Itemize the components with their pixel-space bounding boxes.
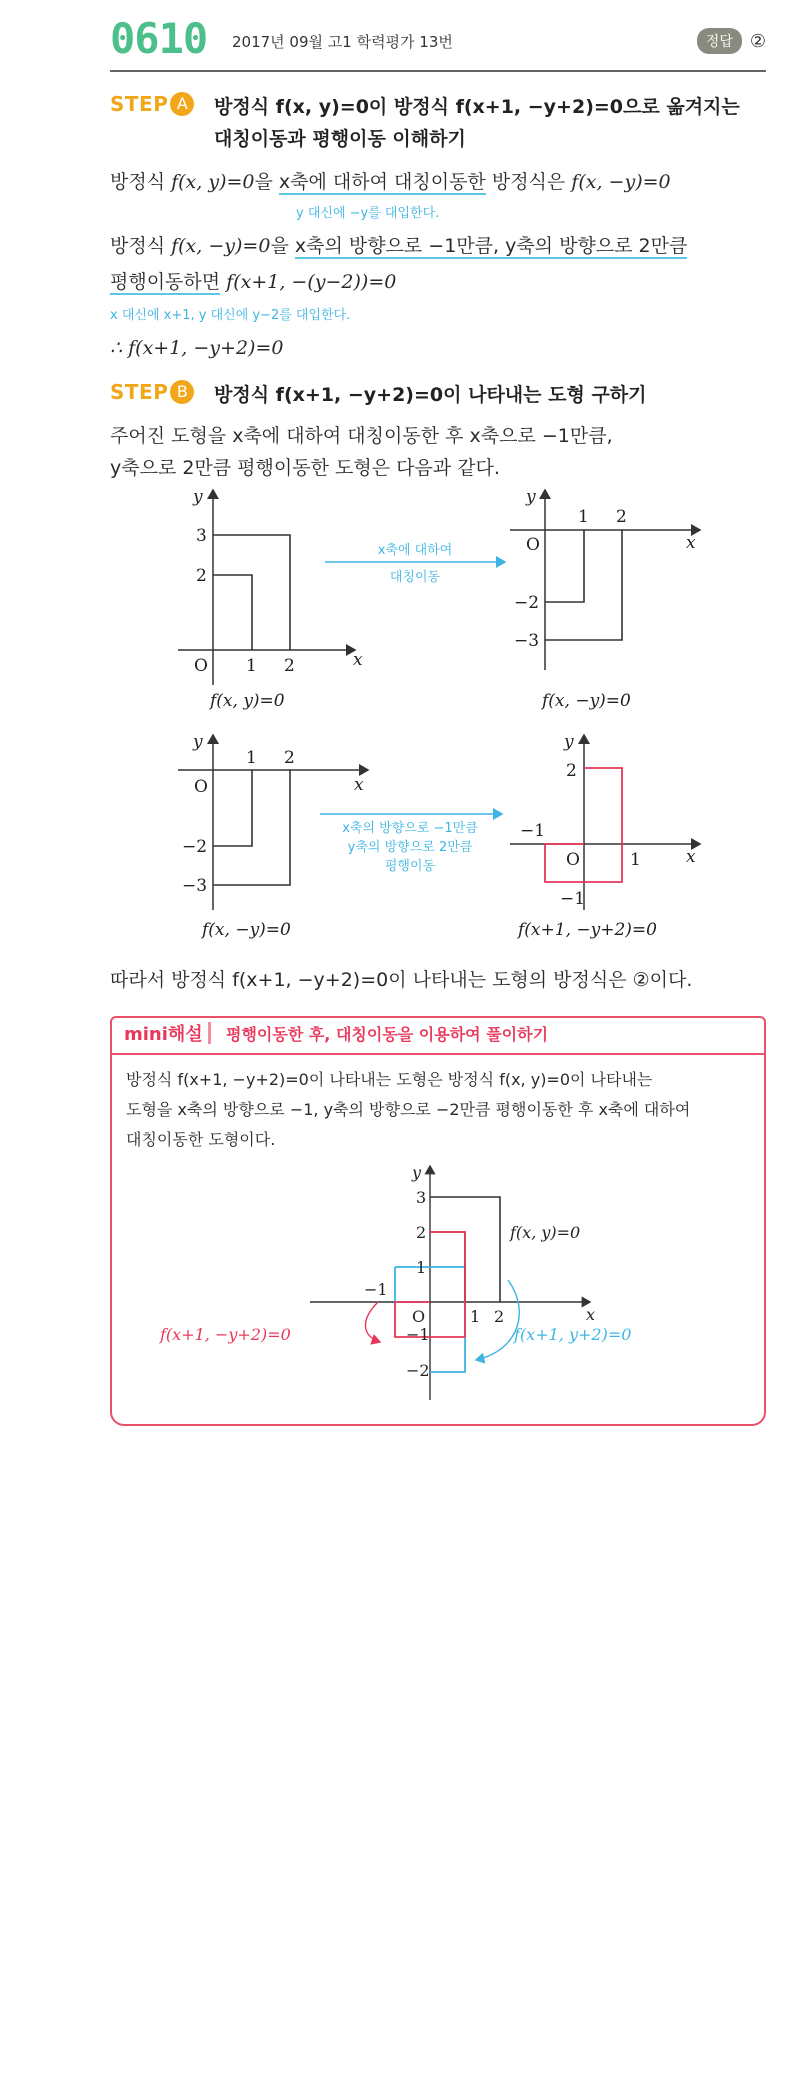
svg-text:x: x [686,847,696,867]
svg-text:O: O [194,777,208,797]
step-b-para2: y축으로 2만큼 평행이동한 도형은 다음과 같다. [110,457,500,479]
svg-text:−2: −2 [182,837,208,857]
svg-text:1: 1 [470,1307,481,1326]
underline-reflect-x: x축에 대하여 대칭이동한 [278,171,486,193]
answer-badge: 정답 [697,28,742,54]
step-b-title: 방정식 f(x+1, −y+2)=0이 나타내는 도형 구하기 [214,384,647,406]
mini-label: mini해설 [124,1024,203,1045]
caption-1: f(x, y)=0 [210,691,285,711]
step-a-title-line1: 방정식 f(x, y)=0이 방정식 f(x+1, −y+2)=0으로 옮겨지는 [214,96,740,118]
svg-text:1: 1 [578,507,589,527]
step-a-line1: 방정식 f(x, y)=0을 x축에 대하여 대칭이동한 방정식은 f(x, −y)=0 [110,171,671,193]
svg-text:2: 2 [566,761,577,781]
mini-title: 평행이동한 후, 대칭이동을 이용하여 풀이하기 [226,1025,549,1044]
transformation-graphs [0,480,800,950]
graph-original [178,487,363,685]
step-a-result: ∴ f(x+1, −y+2)=0 [110,337,284,359]
svg-text:O: O [566,850,580,870]
answer-area [697,28,766,54]
svg-text:x: x [686,533,696,553]
svg-text:x: x [586,1305,596,1324]
step-a-title-line2: 대칭이동과 평행이동 이해하기 [214,128,466,150]
svg-text:−1: −1 [364,1280,388,1299]
answer-value: ② [749,30,766,52]
svg-text:1: 1 [416,1258,427,1277]
svg-text:1: 1 [246,748,257,768]
step-b-para1: 주어진 도형을 x축에 대하여 대칭이동한 후 x축으로 −1만큼, [110,425,613,447]
mini-divider [110,1053,766,1055]
tick-1: 1 [246,656,257,676]
svg-text:y: y [564,732,574,752]
mini-line3: 대칭이동한 도형이다. [126,1130,276,1149]
mini-line1: 방정식 f(x+1, −y+2)=0이 나타내는 도형은 방정식 f(x, y)=0이 나타내는 [126,1070,653,1089]
label-blue: f(x+1, y+2)=0 [514,1325,632,1344]
conclusion: 따라서 방정식 f(x+1, −y+2)=0이 나타내는 도형의 방정식은 ②이다. [110,969,693,991]
caption-4: f(x+1, −y+2)=0 [518,920,657,940]
svg-text:−2: −2 [514,593,540,613]
svg-text:1: 1 [630,850,641,870]
problem-source: 2017년 09월 고1 학력평가 13번 [232,33,453,51]
svg-text:−1: −1 [406,1325,430,1344]
arrow2-line3: 평행이동 [384,859,436,874]
axis-y-label: y [193,487,203,507]
step-b-letter: B [170,380,194,404]
arrow2-line1: x축의 방향으로 −1만큼 [342,821,478,836]
mini-graph [110,1150,766,1420]
arrow1-line1: x축에 대하여 [377,543,453,558]
svg-text:3: 3 [416,1188,427,1207]
graph-reflected [510,487,700,670]
origin-label: O [194,656,208,676]
tick-2: 2 [284,656,295,676]
step-a-line3: 평행이동하면 f(x+1, −(y−2))=0 [110,271,397,293]
step-b-badge: STEP B [110,380,194,404]
step-a-line2: 방정식 f(x, −y)=0을 x축의 방향으로 −1만큼, y축의 방향으로 2만큼 [110,235,688,257]
svg-text:−1: −1 [520,821,546,841]
svg-text:2: 2 [494,1307,505,1326]
svg-text:2: 2 [616,507,627,527]
svg-text:O: O [526,535,540,555]
note-substitute-xy: x 대신에 x+1, y 대신에 y−2를 대입한다. [110,308,351,323]
arrow2-line2: y축의 방향으로 2만큼 [347,840,473,855]
svg-text:2: 2 [416,1223,427,1242]
svg-text:2: 2 [284,748,295,768]
svg-text:−3: −3 [182,876,208,896]
note-substitute-y: y 대신에 −y를 대입한다. [296,206,440,221]
graph-reflected-copy [178,732,368,910]
mini-line2: 도형을 x축의 방향으로 −1, y축의 방향으로 −2만큼 평행이동한 후 x축에 대하여 [126,1100,691,1119]
svg-text:O: O [412,1307,426,1326]
svg-text:x: x [354,775,364,795]
svg-text:−2: −2 [406,1361,430,1380]
step-a-letter: A [170,92,194,116]
caption-2: f(x, −y)=0 [542,691,631,711]
tick-3: 3 [196,526,207,546]
graph-final [510,732,700,910]
axis-x-label: x [353,650,363,670]
label-black: f(x, y)=0 [510,1223,581,1242]
mini-separator [208,1022,211,1044]
caption-3: f(x, −y)=0 [202,920,291,940]
svg-text:y: y [193,732,203,752]
svg-text:−1: −1 [560,889,586,909]
label-red: f(x+1, −y+2)=0 [160,1325,291,1344]
tick-2y: 2 [196,566,207,586]
underline-translate: x축의 방향으로 −1만큼, y축의 방향으로 2만큼 [294,235,688,257]
problem-number: 0610 [110,14,208,63]
inner-shape [213,575,252,650]
header-divider [110,70,766,72]
step-a-badge: STEP A [110,92,194,116]
svg-text:−3: −3 [514,631,540,651]
arrow1-line2: 대칭이동 [389,570,441,585]
svg-text:y: y [412,1163,422,1182]
svg-text:y: y [526,487,536,507]
